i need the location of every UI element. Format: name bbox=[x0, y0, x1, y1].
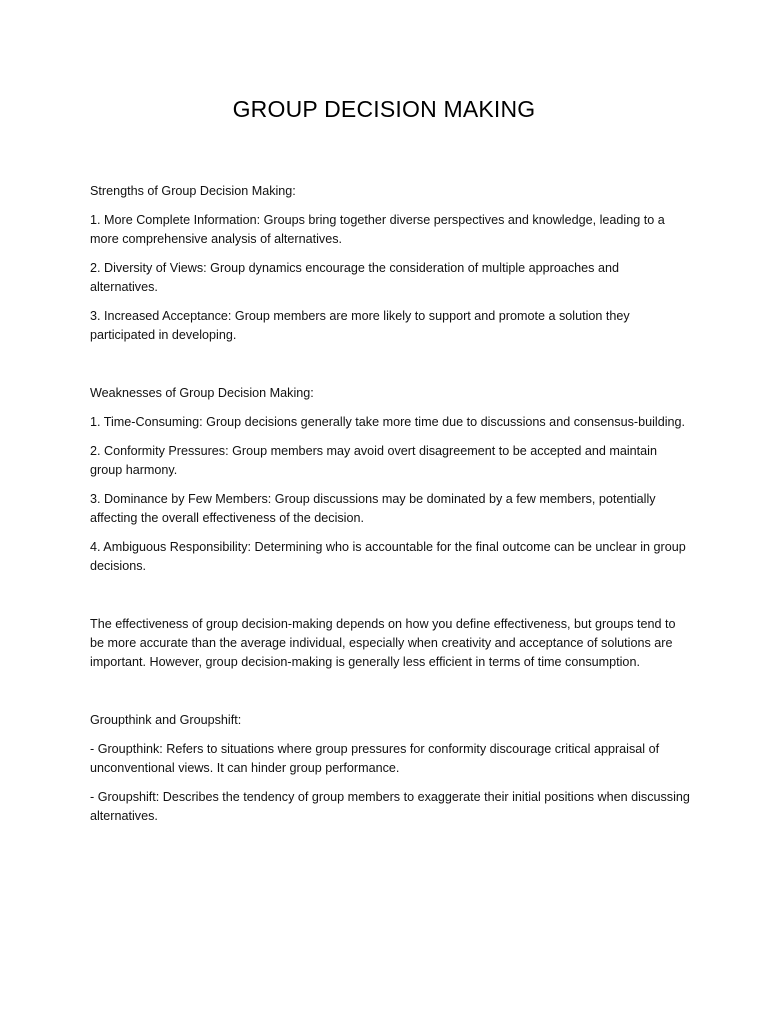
weaknesses-heading: Weaknesses of Group Decision Making: bbox=[90, 386, 314, 400]
section-spacer bbox=[90, 355, 690, 384]
weakness-item: 1. Time-Consuming: Group decisions generally take more time due to discussions and consensus-building. bbox=[90, 415, 686, 429]
effectiveness-paragraph: The effectiveness of group decision-making depends on how you define effectiveness, but groups tend to be more accurate than the average individual, especially when creativity and acceptance of solutions are important. However, group decision-making is generally less efficient in terms of time consumption. bbox=[90, 617, 676, 669]
weaknesses-section bbox=[90, 384, 690, 576]
section-spacer bbox=[90, 682, 690, 711]
strengths-section bbox=[90, 182, 690, 345]
groupthink-item: - Groupthink: Refers to situations where group pressures for conformity discourage critical appraisal of unconventional views. It can hinder group performance. bbox=[90, 742, 660, 775]
strengths-heading: Strengths of Group Decision Making: bbox=[90, 184, 296, 198]
effectiveness-section bbox=[90, 615, 690, 672]
strength-item: 1. More Complete Information: Groups bring together diverse perspectives and knowledge, leading to a more comprehensive analysis of alternatives. bbox=[90, 213, 665, 246]
weakness-item: 2. Conformity Pressures: Group members may avoid overt disagreement to be accepted and maintain group harmony. bbox=[90, 444, 657, 477]
strength-item: 3. Increased Acceptance: Group members are more likely to support and promote a solution they participated in developing. bbox=[90, 309, 630, 342]
weakness-item: 3. Dominance by Few Members: Group discussions may be dominated by a few members, potentially affecting the overall effectiveness of the decision. bbox=[90, 492, 656, 525]
page-title: GROUP DECISION MAKING bbox=[232, 96, 536, 122]
document-body bbox=[90, 182, 690, 836]
groupthink-section bbox=[90, 711, 690, 826]
strength-item: 2. Diversity of Views: Group dynamics encourage the consideration of multiple approaches and alternatives. bbox=[90, 261, 619, 294]
groupthink-item: - Groupshift: Describes the tendency of group members to exaggerate their initial positions when discussing alternatives. bbox=[90, 790, 690, 823]
section-spacer bbox=[90, 586, 690, 615]
groupthink-heading: Groupthink and Groupshift: bbox=[90, 713, 242, 727]
weakness-item: 4. Ambiguous Responsibility: Determining who is accountable for the final outcome can be unclear in group decisions. bbox=[90, 540, 686, 573]
